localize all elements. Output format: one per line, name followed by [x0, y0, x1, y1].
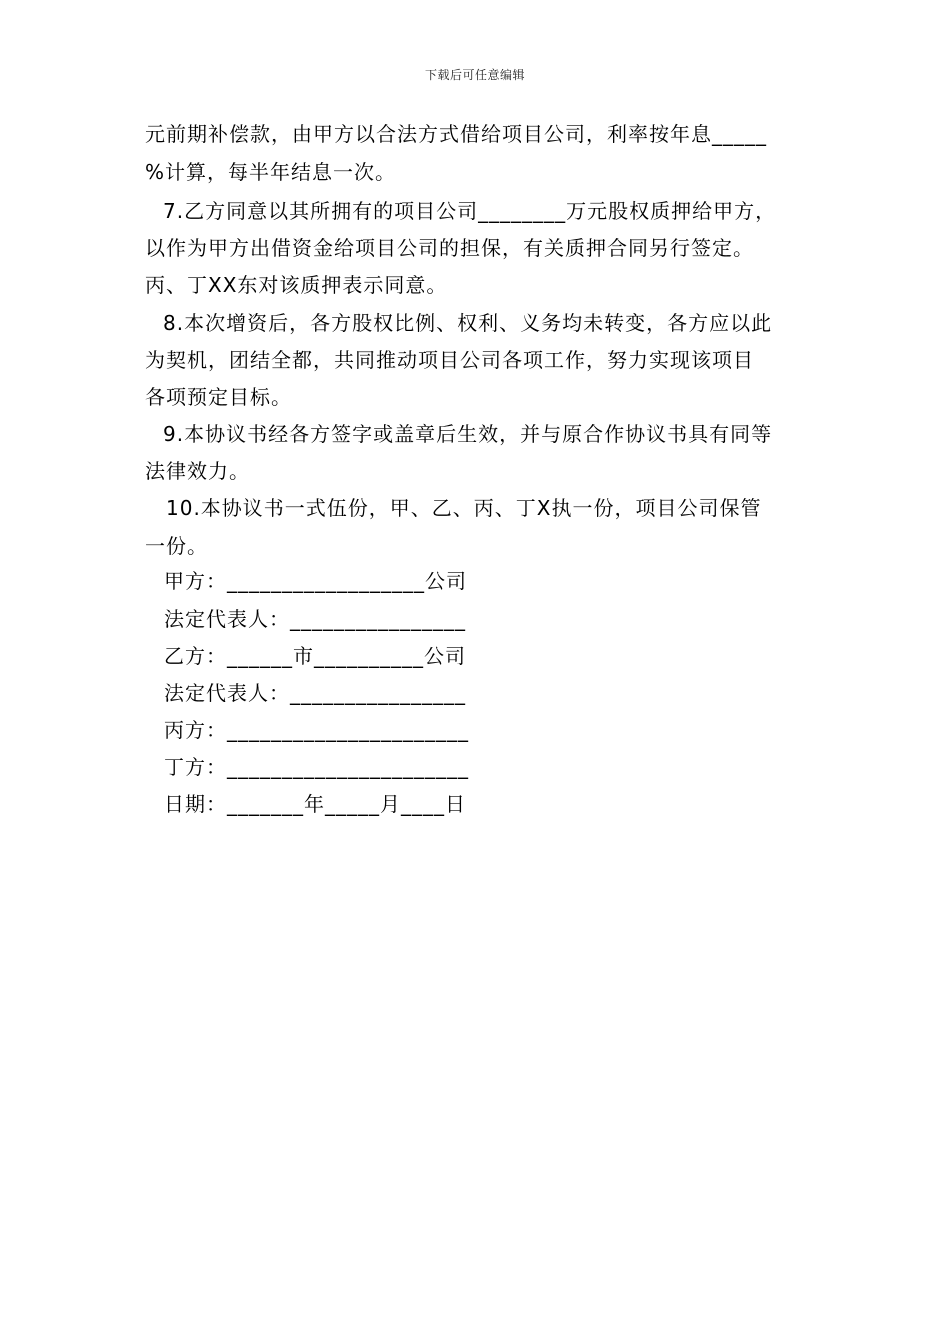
clause-8-line: 8.本次增资后，各方股权比例、权利、义务均未转变，各方应以此	[163, 311, 773, 335]
paragraph-line: %计算，每半年结息一次。	[145, 160, 397, 184]
party-b-representative: 法定代表人：________________	[164, 681, 466, 705]
party-b-signature: 乙方：______市__________公司	[164, 644, 466, 668]
paragraph-line: 各项预定目标。	[145, 385, 292, 409]
clause-9-line: 9.本协议书经各方签字或盖章后生效，并与原合作协议书具有同等	[163, 422, 773, 446]
party-d-signature: 丁方：______________________	[164, 755, 469, 779]
clause-7-line: 7.乙方同意以其所拥有的项目公司________万元股权质押给甲方，	[163, 199, 777, 223]
party-a-representative: 法定代表人：________________	[164, 607, 466, 631]
paragraph-line: 以作为甲方出借资金给项目公司的担保，有关质押合同另行签定。	[145, 236, 754, 260]
paragraph-line: 丙、丁XX东对该质押表示同意。	[145, 273, 448, 297]
page-header: 下载后可任意编辑	[424, 68, 525, 82]
party-c-signature: 丙方：______________________	[164, 718, 469, 742]
paragraph-line: 一份。	[145, 534, 208, 558]
party-a-signature: 甲方：__________________公司	[164, 569, 467, 593]
paragraph-line: 为契机，团结全都，共同推动项目公司各项工作，努力实现该项目	[145, 348, 754, 372]
paragraph-line: 元前期补偿款，由甲方以合法方式借给项目公司，利率按年息_____	[145, 122, 767, 146]
signing-date: 日期：_______年_____月____日	[164, 792, 466, 816]
paragraph-line: 法律效力。	[145, 459, 250, 483]
clause-10-line: 10.本协议书一式伍份，甲、乙、丙、丁X执一份，项目公司保管	[166, 496, 762, 520]
